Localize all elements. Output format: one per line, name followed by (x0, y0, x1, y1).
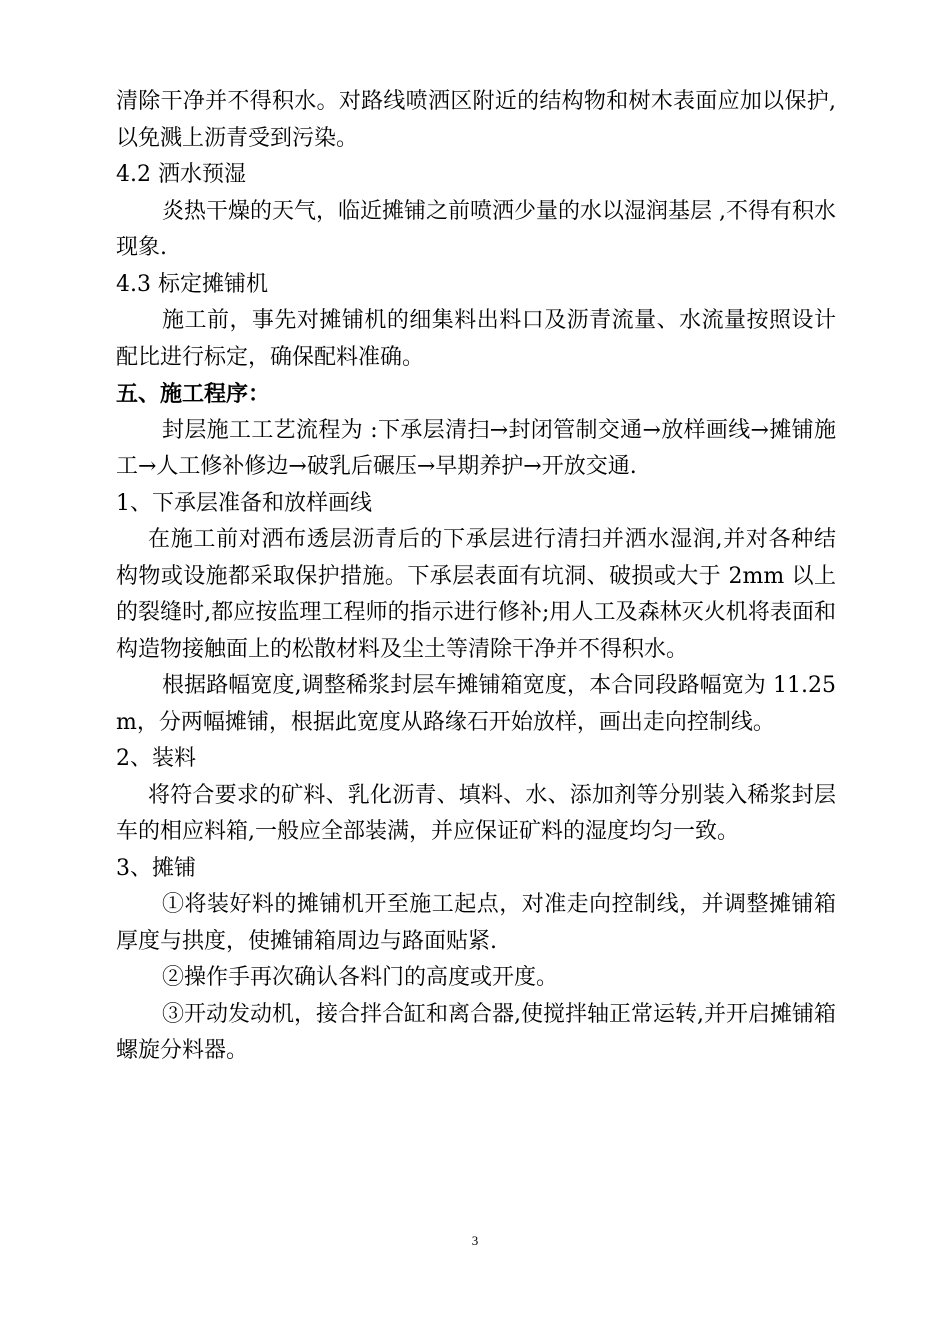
step-heading-2: 2、装料 (116, 746, 196, 771)
paragraph-pre-wetting: 炎热干燥的天气，临近摊铺之前喷洒少量的水以湿润基层 ,不得有积水现象. (116, 198, 836, 260)
paragraph-loading: 将符合要求的矿料、乳化沥青、填料、水、添加剂等分别装入稀浆封层车的相应料箱,一般应全部装满，并应保证矿料的湿度均匀一致。 (116, 782, 836, 844)
paragraph-paving-step-3: ③开动发动机，接合拌合缸和离合器,使搅拌轴正常运转,并开启摊铺箱螺旋分料器。 (116, 1001, 836, 1063)
paragraph-continuation: 清除干净并不得积水。对路线喷洒区附近的结构物和树木表面应加以保护,以免溅上沥青受到污染。 (116, 89, 836, 151)
section-heading-4-3: 4.3 标定摊铺机 (116, 271, 268, 297)
section-heading-4-2: 4.2 洒水预湿 (116, 162, 246, 187)
paragraph-layout-marking: 根据路幅宽度,调整稀浆封层车摊铺箱宽度，本合同段路幅宽为 11.25m，分两幅摊铺，根据此宽度从路缘石开始放样，画出走向控制线。 (116, 673, 836, 735)
paragraph-process-flow: 封层施工工艺流程为 :下承层清扫→封闭管制交通→放样画线→摊铺施工→人工修补修边→破乳后碾压→早期养护→开放交通. (116, 417, 836, 479)
paragraph-calibration: 施工前，事先对摊铺机的细集料出料口及沥青流量、水流量按照设计配比进行标定，确保配料准确。 (116, 308, 836, 370)
document-body (116, 84, 836, 1070)
step-heading-3: 3、摊铺 (116, 855, 196, 881)
chapter-heading-5: 五、施工程序： (116, 381, 271, 407)
step-heading-1: 1、下承层准备和放样画线 (116, 490, 372, 516)
paragraph-paving-step-2: ②操作手再次确认各料门的高度或开度。 (162, 965, 559, 990)
paragraph-paving-step-1: ①将装好料的摊铺机开至施工起点，对准走向控制线，并调整摊铺箱厚度与拱度，使摊铺箱周边与路面贴紧. (116, 892, 836, 954)
page-number: 3 (471, 1233, 479, 1248)
paragraph-base-preparation: 在施工前对洒布透层沥青后的下承层进行清扫并洒水湿润,并对各种结构物或设施都采取保护措施。下承层表面有坑洞、破损或大于 2mm 以上的裂缝时,都应按监理工程师的指示进行修补;用人工及森林灭火机将表面和构造物接触面上的松散材料及尘土等清除干净并不得积水。 (116, 527, 836, 662)
